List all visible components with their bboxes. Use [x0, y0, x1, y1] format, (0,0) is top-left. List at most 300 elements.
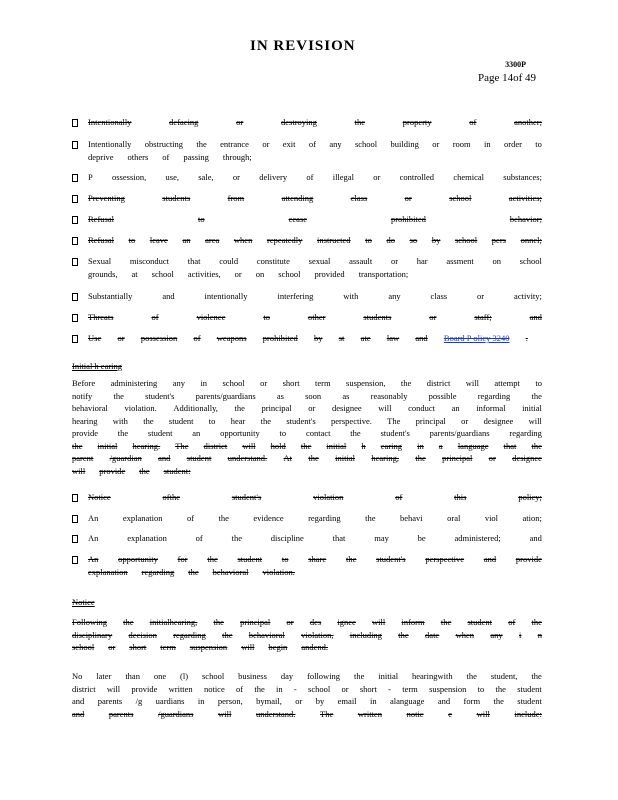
word: class — [350, 193, 368, 203]
policy-code: 3300P — [505, 60, 526, 69]
word: regarding — [509, 428, 542, 438]
word: or — [108, 642, 116, 652]
list-item — [88, 491, 542, 503]
word: student's — [231, 492, 262, 502]
list-item — [88, 192, 542, 204]
word: delivery — [259, 172, 288, 182]
word: oral — [447, 513, 461, 523]
word: will — [242, 440, 256, 451]
word: to — [365, 235, 372, 245]
bullet-icon — [72, 171, 82, 183]
word: any — [172, 378, 186, 388]
word: evidence — [253, 513, 284, 523]
word: other — [307, 312, 326, 322]
word: the — [123, 617, 134, 627]
word: to — [477, 683, 485, 694]
word: district — [72, 683, 96, 694]
word: inform — [401, 617, 425, 627]
word: Intentionally — [88, 117, 132, 127]
word: violence — [196, 312, 226, 322]
word: the — [260, 415, 272, 426]
word: (l) — [180, 671, 189, 681]
word: for — [177, 554, 188, 564]
word: so — [409, 235, 418, 245]
word: explanation — [127, 533, 167, 543]
bullet-icon — [72, 290, 82, 302]
word: student's — [286, 415, 316, 426]
word: hearing, — [371, 453, 399, 463]
word: initial — [335, 453, 355, 463]
word: suspension, — [346, 378, 386, 388]
word: in — [276, 683, 283, 694]
bullet-icon — [72, 116, 82, 128]
word: in — [200, 378, 208, 388]
word: by — [315, 696, 325, 706]
list-item — [88, 234, 542, 246]
word: including — [349, 629, 382, 640]
list-item — [88, 290, 542, 302]
word: the — [254, 683, 265, 694]
word: class — [430, 291, 448, 301]
word: administering — [110, 378, 158, 388]
word: or — [373, 172, 381, 182]
word: and — [415, 333, 428, 343]
word: the — [113, 390, 124, 401]
word: hear — [230, 415, 246, 426]
word: designee — [331, 403, 362, 413]
word: har — [416, 256, 428, 266]
word: to — [535, 378, 542, 388]
word: that — [187, 256, 201, 266]
word: violation. — [262, 567, 295, 577]
policy-link[interactable]: Board P olicy 3240 — [443, 333, 510, 343]
bullet-icon — [72, 532, 82, 544]
word: notic — [406, 708, 424, 719]
word: short — [282, 378, 300, 388]
word: the — [531, 617, 542, 627]
word: or — [461, 415, 469, 426]
word: principal — [415, 415, 446, 426]
word: later — [96, 671, 112, 681]
word: leave — [149, 235, 168, 245]
word: The — [175, 440, 189, 451]
paragraph-line — [72, 616, 542, 628]
word: or — [429, 312, 437, 322]
word: the — [531, 671, 542, 681]
word: in — [369, 696, 377, 706]
word: to — [128, 235, 136, 245]
word: staff; — [474, 312, 492, 322]
word: misconduct — [129, 256, 170, 266]
word: property — [402, 117, 432, 127]
punct: . — [525, 333, 528, 343]
word: hearing. — [132, 440, 161, 451]
word: parents/guardians — [195, 390, 256, 401]
bullet-icon — [72, 255, 82, 267]
list-item — [88, 255, 542, 267]
word: the — [466, 671, 477, 681]
word: regarding — [308, 513, 341, 523]
word: student — [168, 415, 194, 426]
word: sale, — [198, 172, 214, 182]
word: district — [426, 378, 451, 388]
word: /g — [135, 696, 143, 706]
word: or — [488, 453, 496, 463]
word: the — [400, 378, 412, 388]
word: hearingwith — [412, 671, 453, 681]
word: the — [72, 440, 83, 451]
paragraph-line — [72, 695, 542, 707]
word: when — [233, 235, 253, 245]
word: person, — [217, 696, 243, 706]
word: could — [219, 256, 239, 266]
word: be — [417, 533, 426, 543]
word: onnel; — [520, 235, 542, 245]
word: short — [129, 642, 147, 652]
word: will — [465, 378, 479, 388]
word: the — [495, 683, 506, 694]
word: school — [519, 256, 542, 266]
word: st — [338, 333, 345, 343]
word: school — [308, 683, 331, 694]
word: or — [432, 139, 440, 149]
paragraph-line — [72, 670, 542, 682]
word: on — [492, 256, 501, 266]
word: will — [72, 465, 86, 476]
word: and — [162, 291, 175, 301]
word: weapons — [216, 333, 247, 343]
list-item — [88, 512, 542, 524]
word: deprive — [88, 152, 114, 162]
word: earing — [380, 440, 403, 451]
word: school — [278, 269, 301, 279]
word: the — [345, 554, 357, 564]
word: possible — [428, 390, 457, 401]
word: school — [222, 378, 245, 388]
word: initial — [326, 440, 347, 451]
word: i — [519, 629, 522, 640]
word: repeatedly — [266, 235, 303, 245]
word: controlled — [399, 172, 435, 182]
word: notify — [72, 390, 93, 401]
word: student — [517, 696, 542, 706]
word: Intentionally — [88, 139, 132, 149]
word: by — [431, 235, 441, 245]
paragraph-line — [72, 440, 542, 452]
word: ofthe — [162, 492, 180, 502]
word: prohibited — [390, 214, 426, 224]
word: initial — [378, 671, 399, 681]
word: the — [300, 440, 312, 451]
word: Preventing — [88, 193, 125, 203]
paragraph-line — [72, 452, 542, 464]
word: possession — [140, 333, 178, 343]
word: - — [388, 683, 391, 694]
word: principal — [240, 617, 271, 627]
word: with — [112, 415, 128, 426]
word: the — [308, 453, 319, 463]
word: student — [147, 428, 173, 438]
word: written — [357, 708, 382, 719]
word: /guardian — [109, 453, 142, 463]
word: illegal — [332, 172, 354, 182]
list-item — [88, 213, 542, 225]
word: language — [457, 440, 489, 451]
word: student — [186, 453, 212, 463]
word: law — [386, 333, 400, 343]
word: behavior; — [509, 214, 542, 224]
word: and — [483, 554, 497, 564]
word: The — [320, 708, 334, 719]
word: disciplinary — [72, 629, 113, 640]
word: and — [72, 708, 85, 719]
word: of — [195, 533, 203, 543]
word: of — [508, 617, 516, 627]
word: Sexual — [88, 256, 112, 266]
word: will — [106, 683, 121, 694]
paragraph-line — [72, 683, 542, 695]
word: or — [260, 378, 268, 388]
paragraph-line — [72, 465, 542, 477]
word: Substantially — [88, 291, 133, 301]
word: designee — [512, 453, 542, 463]
word: initialhearing, — [149, 617, 198, 627]
word: date — [425, 629, 440, 640]
word: through; — [222, 152, 252, 162]
word: or — [262, 139, 270, 149]
paragraph-line — [72, 708, 542, 720]
word: that — [332, 533, 346, 543]
word: will — [528, 415, 542, 426]
word: on — [255, 269, 265, 279]
bullet-icon — [72, 213, 82, 225]
word: student's — [376, 554, 406, 564]
word: school — [449, 193, 472, 203]
word: activities, — [187, 269, 221, 279]
word: school — [354, 139, 378, 149]
word: Refusal — [88, 214, 114, 224]
word: parents — [108, 708, 134, 719]
word: Use — [88, 333, 102, 343]
word: share — [308, 554, 327, 564]
word: destroying — [281, 117, 317, 127]
word: term — [160, 642, 176, 652]
paragraph-line — [72, 377, 542, 389]
word: the — [398, 629, 409, 640]
word: the — [531, 390, 542, 401]
word: the — [354, 117, 366, 127]
list-item — [88, 311, 542, 323]
word: term — [402, 683, 418, 694]
word: as — [342, 390, 350, 401]
word: behavioral — [248, 629, 285, 640]
word: or — [404, 193, 412, 203]
word: No — [72, 671, 83, 681]
word: uardians — [155, 696, 185, 706]
word: the — [365, 513, 376, 523]
word: regarding — [141, 567, 175, 577]
word: viol — [484, 513, 499, 523]
word: provide — [131, 683, 158, 694]
word: the — [196, 139, 207, 149]
word: as — [276, 390, 284, 401]
word: Following — [72, 617, 107, 627]
word: to — [208, 415, 216, 426]
word: parents/guardians — [429, 428, 490, 438]
word: any — [329, 139, 342, 149]
word: principal — [442, 453, 473, 463]
word: the — [234, 403, 245, 413]
word: violation — [313, 492, 344, 502]
list-item — [88, 116, 542, 128]
word: that — [503, 440, 517, 451]
list-item — [88, 553, 542, 565]
word: at — [131, 269, 138, 279]
paragraph-line — [72, 641, 542, 653]
word: in — [484, 139, 491, 149]
word: exit — [282, 139, 296, 149]
word: the — [139, 465, 150, 476]
word: instructed — [317, 235, 351, 245]
list-item — [88, 332, 542, 344]
word: alanguage — [389, 696, 425, 706]
word: defacing — [169, 117, 199, 127]
word: others — [127, 152, 149, 162]
word: cease — [288, 214, 307, 224]
revision-title: IN REVISION — [250, 38, 356, 54]
word: of — [306, 172, 314, 182]
word: business — [238, 671, 267, 681]
word: or — [341, 683, 349, 694]
word: understand. — [255, 708, 296, 719]
word: of — [186, 513, 195, 523]
word: include: — [514, 708, 542, 719]
word: an — [192, 428, 201, 438]
bullet-icon — [72, 512, 82, 524]
word: with — [343, 291, 359, 301]
word: sexual — [308, 256, 331, 266]
word: of — [469, 117, 477, 127]
word: the — [143, 415, 154, 426]
word: than — [125, 671, 140, 681]
word: explanation — [122, 513, 163, 523]
word: activity; — [514, 291, 542, 301]
list-item — [88, 566, 542, 578]
word: notice — [203, 683, 225, 694]
word: chemical — [453, 172, 484, 182]
word: and — [158, 453, 171, 463]
list-item — [88, 268, 542, 280]
word: to — [281, 554, 289, 564]
word: behavioral — [212, 567, 249, 577]
word: student: — [163, 465, 191, 476]
word: discipline — [270, 533, 304, 543]
word: the — [218, 513, 229, 523]
word: the — [117, 428, 129, 438]
word: school — [454, 235, 478, 245]
word: e — [448, 708, 452, 719]
bullet-icon — [72, 192, 82, 204]
word: provide — [515, 554, 542, 564]
word: to — [197, 214, 205, 224]
word: violation, — [301, 629, 334, 640]
word: one — [153, 671, 167, 681]
word: intentionally — [204, 291, 248, 301]
word: or — [117, 333, 125, 343]
word: the — [231, 533, 242, 543]
word: from — [227, 193, 245, 203]
word: room — [452, 139, 471, 149]
word: student's — [380, 428, 410, 438]
word: or — [234, 269, 242, 279]
word: order — [503, 139, 522, 149]
word: of — [395, 492, 403, 502]
word: suspension — [189, 642, 228, 652]
word: school — [201, 671, 225, 681]
word: the — [188, 567, 199, 577]
word: attending — [281, 193, 314, 203]
list-item — [88, 532, 542, 544]
word: reasonably — [370, 390, 408, 401]
word: any — [490, 629, 503, 640]
word: building — [390, 139, 419, 149]
word: or — [286, 617, 294, 627]
word: or — [236, 117, 244, 127]
word: activities; — [508, 193, 542, 203]
word: perspective — [425, 554, 465, 564]
word: regarding — [173, 629, 206, 640]
word: the — [350, 428, 361, 438]
word: will — [241, 642, 255, 652]
word: parents — [97, 696, 123, 706]
word: of — [308, 139, 316, 149]
word: will — [378, 403, 392, 413]
page-number: Page 14of 49 — [477, 72, 536, 84]
word: designee — [483, 415, 514, 426]
word: in — [197, 696, 205, 706]
word: decision — [128, 629, 157, 640]
word: a — [438, 440, 443, 451]
word: to — [263, 312, 270, 322]
word: of — [151, 312, 159, 322]
word: will — [476, 708, 490, 719]
word: prohibited — [262, 333, 298, 343]
word: initial — [97, 440, 118, 451]
word: h — [361, 440, 366, 451]
section-heading-notice: Notice — [72, 597, 95, 607]
word: to — [279, 428, 287, 438]
word: will — [372, 617, 386, 627]
word: informal — [476, 403, 506, 413]
word: /guardians — [158, 708, 194, 719]
word: of — [162, 152, 170, 162]
word: provide — [99, 465, 126, 476]
word: student's — [145, 390, 175, 401]
word: provide — [72, 428, 98, 438]
word: use, — [165, 172, 179, 182]
word: At — [283, 453, 292, 463]
word: district — [203, 440, 228, 451]
word: may — [374, 533, 389, 543]
word: of — [193, 333, 201, 343]
word: An — [88, 554, 99, 564]
word: another; — [514, 117, 542, 127]
word: any — [388, 291, 401, 301]
word: soon — [305, 390, 322, 401]
word: or — [477, 291, 485, 301]
word: administered; — [454, 533, 501, 543]
word: student — [467, 617, 492, 627]
